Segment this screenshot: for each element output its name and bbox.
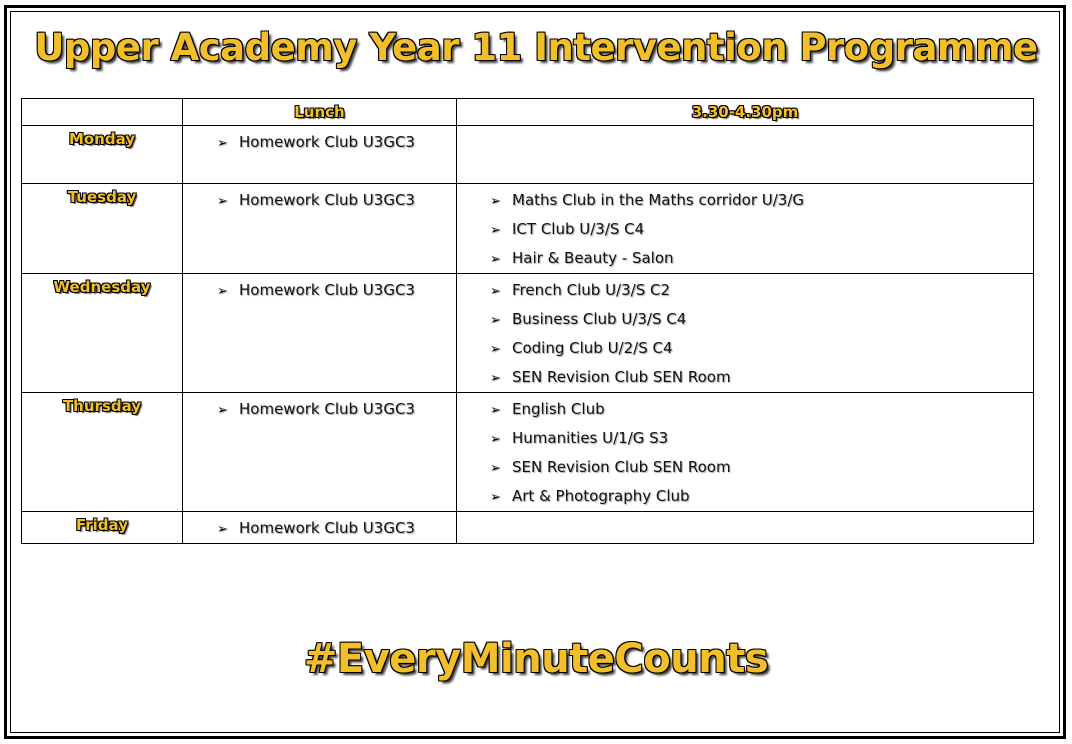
activity-list — [183, 274, 456, 305]
list-item — [457, 453, 1033, 482]
lunch-cell — [183, 393, 457, 512]
day-label: Tuesday — [22, 184, 183, 274]
list-item — [183, 186, 456, 215]
lunch-cell — [183, 126, 457, 184]
table-row — [22, 393, 1034, 512]
arrow-bullet-icon: ➢ — [490, 490, 501, 505]
arrow-bullet-icon: ➢ — [490, 371, 501, 386]
timetable-body — [22, 126, 1034, 544]
arrow-bullet-icon: ➢ — [217, 284, 228, 299]
activity-text: Humanities U/1/G S3 — [512, 429, 669, 447]
activity-text: Homework Club U3GC3 — [239, 133, 415, 151]
arrow-bullet-icon: ➢ — [217, 403, 228, 418]
list-item — [457, 395, 1033, 424]
arrow-bullet-icon: ➢ — [217, 136, 228, 151]
activity-list — [183, 184, 456, 215]
after-school-cell — [457, 184, 1034, 274]
activity-text: Homework Club U3GC3 — [239, 191, 415, 209]
header-row — [22, 99, 1034, 126]
header-after-school: 3.30-4.30pm — [457, 99, 1034, 126]
arrow-bullet-icon: ➢ — [490, 284, 501, 299]
activity-text: Homework Club U3GC3 — [239, 519, 415, 537]
activity-text: Maths Club in the Maths corridor U/3/G — [512, 191, 805, 209]
day-label: Wednesday — [22, 274, 183, 393]
activity-text: SEN Revision Club SEN Room — [512, 458, 731, 476]
activity-list — [457, 512, 1033, 514]
arrow-bullet-icon: ➢ — [217, 522, 228, 537]
list-item — [457, 424, 1033, 453]
list-item — [457, 482, 1033, 511]
arrow-bullet-icon: ➢ — [490, 194, 501, 209]
after-school-cell — [457, 393, 1034, 512]
arrow-bullet-icon: ➢ — [490, 432, 501, 447]
lunch-cell — [183, 512, 457, 544]
activity-text: Hair & Beauty - Salon — [512, 249, 674, 267]
activity-text: Art & Photography Club — [512, 487, 690, 505]
list-item — [457, 186, 1033, 215]
table-row — [22, 512, 1034, 544]
page-title: Upper Academy Year 11 Intervention Programme — [34, 26, 1038, 69]
activity-text: Coding Club U/2/S C4 — [512, 339, 673, 357]
arrow-bullet-icon: ➢ — [490, 252, 501, 267]
list-item — [183, 514, 456, 543]
activity-list — [457, 126, 1033, 128]
list-item — [183, 128, 456, 157]
activity-list — [457, 393, 1033, 511]
table-row — [22, 184, 1034, 274]
list-item — [457, 276, 1033, 305]
header-lunch: Lunch — [183, 99, 457, 126]
arrow-bullet-icon: ➢ — [490, 223, 501, 238]
activity-list — [457, 274, 1033, 392]
activity-text: English Club — [512, 400, 605, 418]
day-label: Monday — [22, 126, 183, 184]
day-label: Friday — [22, 512, 183, 544]
activity-list — [183, 512, 456, 543]
list-item — [183, 276, 456, 305]
list-item — [457, 363, 1033, 392]
arrow-bullet-icon: ➢ — [217, 194, 228, 209]
activity-list — [183, 393, 456, 424]
after-school-cell — [457, 126, 1034, 184]
activity-text: SEN Revision Club SEN Room — [512, 368, 731, 386]
after-school-cell — [457, 512, 1034, 544]
table-row — [22, 274, 1034, 393]
list-item — [183, 395, 456, 424]
list-item — [457, 305, 1033, 334]
after-school-cell — [457, 274, 1034, 393]
activity-text: ICT Club U/3/S C4 — [512, 220, 645, 238]
activity-text: French Club U/3/S C2 — [512, 281, 671, 299]
hashtag-slogan: #EveryMinuteCounts — [303, 636, 769, 682]
arrow-bullet-icon: ➢ — [490, 403, 501, 418]
day-label: Thursday — [22, 393, 183, 512]
arrow-bullet-icon: ➢ — [490, 342, 501, 357]
list-item — [457, 334, 1033, 363]
list-item — [457, 244, 1033, 273]
activity-list — [183, 126, 456, 157]
activity-text: Homework Club U3GC3 — [239, 281, 415, 299]
lunch-cell — [183, 274, 457, 393]
header-day — [22, 99, 183, 126]
activity-text: Homework Club U3GC3 — [239, 400, 415, 418]
list-item — [457, 215, 1033, 244]
arrow-bullet-icon: ➢ — [490, 461, 501, 476]
arrow-bullet-icon: ➢ — [490, 313, 501, 328]
intervention-timetable — [21, 98, 1034, 544]
activity-list — [457, 184, 1033, 273]
table-row — [22, 126, 1034, 184]
lunch-cell — [183, 184, 457, 274]
activity-text: Business Club U/3/S C4 — [512, 310, 687, 328]
